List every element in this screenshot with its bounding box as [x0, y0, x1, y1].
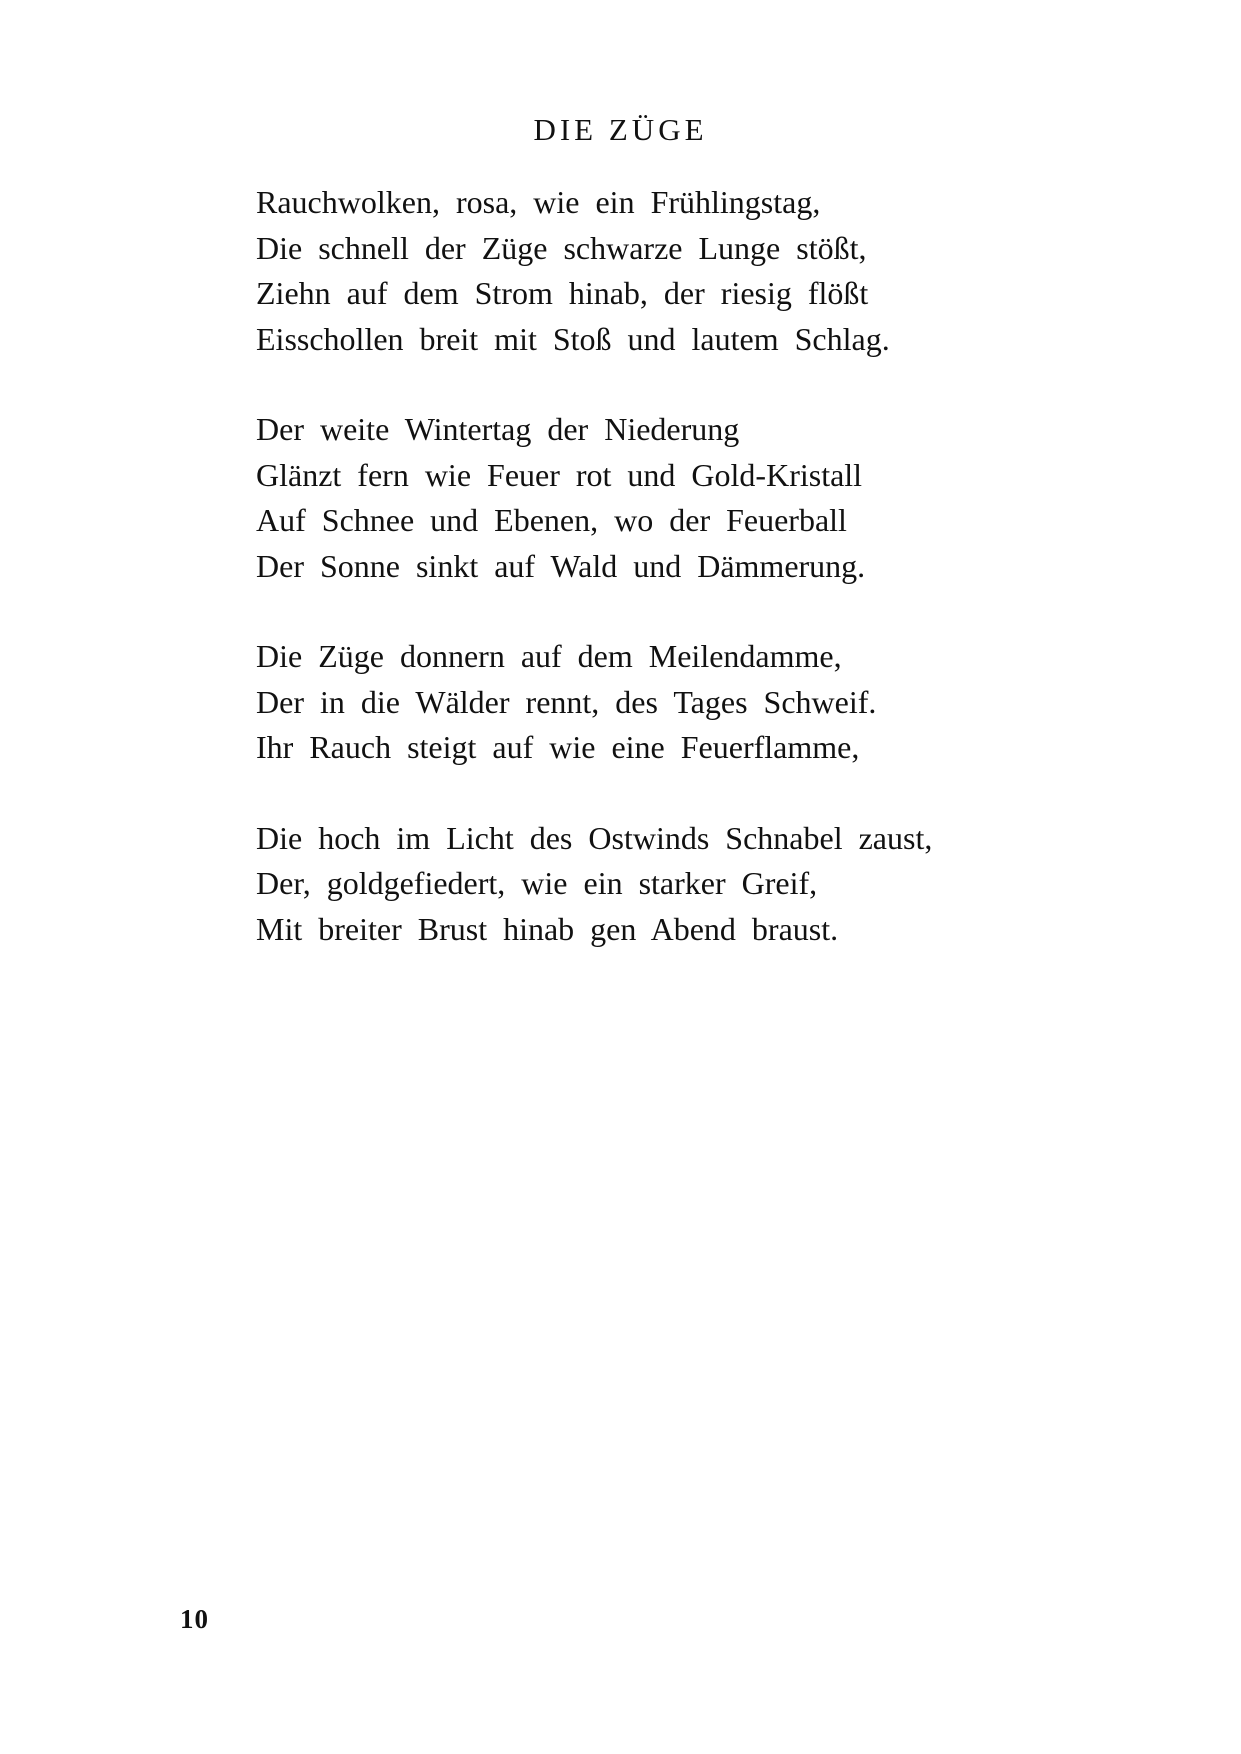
poem-title: DIE ZÜGE [533, 112, 708, 147]
poem-line: Ihr Rauch steigt auf wie eine Feuerflamme, [256, 729, 860, 765]
stanza-2 [256, 407, 1156, 589]
poem-line: Rauchwolken, rosa, wie ein Frühlingstag, [256, 184, 821, 220]
poem-line: Eisschollen breit mit Stoß und lautem Schlag. [256, 320, 890, 357]
poem-line: Die hoch im Licht des Ostwinds Schnabel zaust, [256, 819, 933, 856]
poem-line: Die Züge donnern auf dem Meilendamme, [256, 638, 842, 674]
poem-line: Der Sonne sinkt auf Wald und Dämmerung. [256, 547, 866, 584]
poem-line: Ziehn auf dem Strom hinab, der riesig flößt [256, 275, 869, 311]
poem-line: Mit breiter Brust hinab gen Abend braust. [256, 910, 839, 947]
poem-line: Die schnell der Züge schwarze Lunge stößt, [256, 229, 867, 266]
poem-body [256, 180, 1156, 997]
stanza-1 [256, 180, 1156, 362]
stanza-4 [256, 816, 1156, 953]
stanza-3 [256, 634, 1156, 771]
poem-line: Der, goldgefiedert, wie ein starker Greif, [256, 865, 818, 901]
poem-line: Der in die Wälder rennt, des Tages Schweif. [256, 683, 877, 720]
poem-line: Glänzt fern wie Feuer rot und Gold-Kristall [256, 456, 863, 493]
poem-line: Der weite Wintertag der Niederung [256, 411, 740, 447]
page-number: 10 [180, 1604, 209, 1634]
poem-line: Auf Schnee und Ebenen, wo der Feuerball [256, 502, 847, 538]
